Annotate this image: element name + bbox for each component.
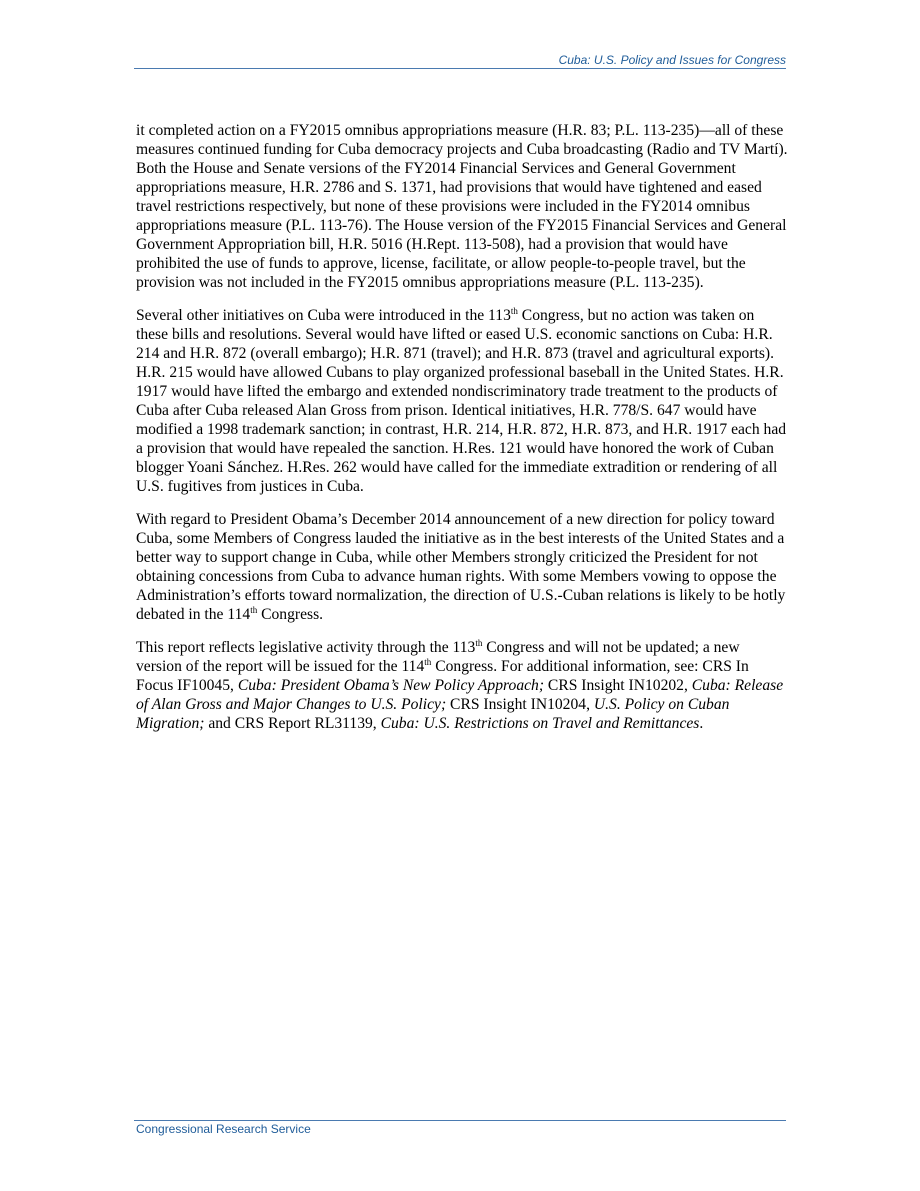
text-run: Congress, but no action was taken on these bills and resolutions. Several would have lifted or eased U.S. economic sanctions on Cuba: H.R. 214 and H.R. 872 (overall embargo); H.R. 871 (travel); and H.R. 873 (travel and agricultural exports). H.R. 215 would have allowed Cubans to play organized professional baseball in the United States. H.R. 1917 would have lifted the embargo and extended nondiscriminatory trade treatment to the products of Cuba after Cuba released Alan Gross from prison. Identical initiatives, H.R. 778/S. 647 would have modified a 1998 trademark sanction; in contrast, H.R. 214, H.R. 872, H.R. 873, and H.R. 1917 each had a provision that would have repealed the sanction. H.Res. 121 would have honored the work of Cuban blogger Yoani Sánchez. H.Res. 262 would have called for the immediate extradition or rendering of all U.S. fugitives from justices in Cuba.: [136, 307, 787, 495]
text-run: CRS Insight IN10202,: [544, 677, 692, 694]
paragraph-obama-announcement: [136, 510, 788, 624]
report-title: Cuba: President Obama’s New Policy Approach;: [237, 677, 545, 694]
text-run: and CRS Report RL31139,: [204, 715, 381, 732]
ordinal-suffix: th: [424, 657, 432, 667]
text-run: With regard to President Obama’s December 2014 announcement of a new direction for policy toward Cuba, some Members of Congress lauded the initiative as in the best interests of the United States and a better way to support change in Cuba, while other Members strongly criticized the President for not obtaining concessions from Cuba to advance human rights. With some Members vowing to oppose the Administration’s efforts toward normalization, the direction of U.S.-Cuban relations is likely to be hotly debated in the 114: [136, 511, 786, 623]
body-text: [136, 121, 788, 747]
ordinal-suffix: th: [250, 605, 258, 615]
text-run: This report reflects legislative activity through the 113: [136, 639, 476, 656]
report-title: Cuba: Release of Alan Gross and Major Changes to U.S. Policy;: [136, 677, 784, 713]
paragraph-text: it completed action on a FY2015 omnibus appropriations measure (H.R. 83; P.L. 113-235)—all of these measures continued funding for Cuba democracy projects and Cuba broadcasting (Radio and TV Martí). Both the House and Senate versions of the FY2014 Financial Services and General Government appropriations measure, H.R. 2786 and S. 1371, had provisions that would have tightened and eased travel restrictions respectively, but none of these provisions were included in the FY2014 omnibus appropriations measure (P.L. 113-76). The House version of the FY2015 Financial Services and General Government Appropriation bill, H.R. 5016 (H.Rept. 113-508), had a provision that would have prohibited the use of funds to approve, license, facilitate, or allow people-to-people travel, but the provision was not included in the FY2015 omnibus appropriations measure (P.L. 113-235).: [136, 122, 788, 291]
ordinal-suffix: th: [510, 306, 518, 316]
text-run: Congress. For additional information, see: CRS In Focus IF10045,: [136, 658, 749, 694]
ordinal-suffix: th: [475, 638, 483, 648]
paragraph-appropriations: [136, 121, 788, 292]
text-run: .: [699, 715, 704, 732]
report-title: U.S. Policy on Cuban Migration;: [136, 696, 730, 732]
running-header: Cuba: U.S. Policy and Issues for Congress: [558, 53, 786, 67]
text-run: Congress.: [257, 606, 324, 623]
report-title: Cuba: U.S. Restrictions on Travel and Remittances: [380, 715, 700, 732]
paragraph-report-note: [136, 638, 788, 733]
text-run: Congress and will not be updated; a new version of the report will be issued for the 114: [136, 639, 740, 675]
paragraph-initiatives: [136, 306, 788, 496]
footer-org: Congressional Research Service: [136, 1122, 311, 1136]
header-rule: [134, 68, 786, 69]
footer-rule: [134, 1120, 786, 1121]
text-run: CRS Insight IN10204,: [446, 696, 594, 713]
text-run: Several other initiatives on Cuba were introduced in the 113: [136, 307, 511, 324]
